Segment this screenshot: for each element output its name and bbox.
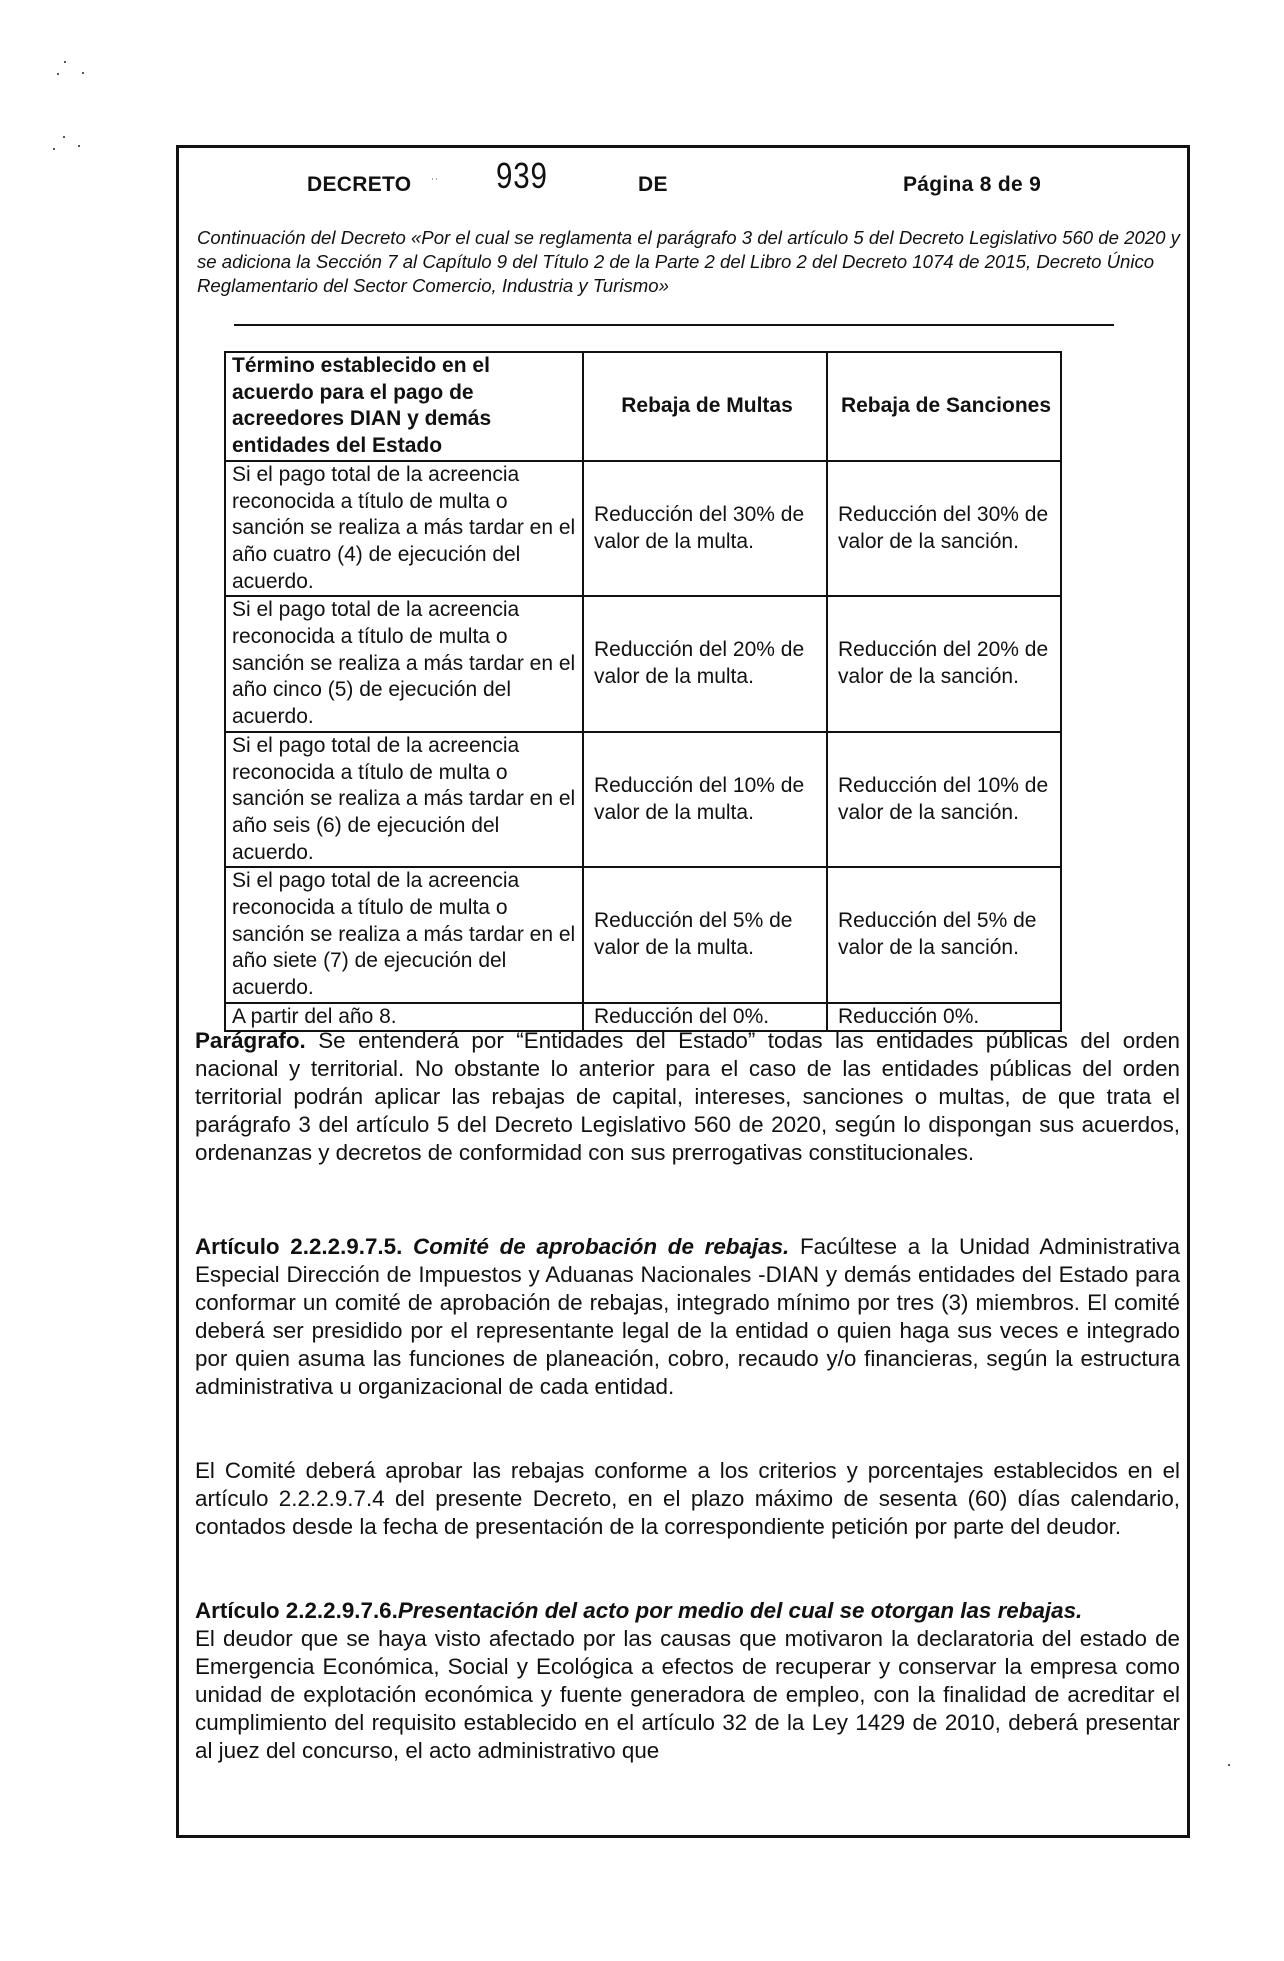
paragrafo-text: Se entenderá por “Entidades del Estado” todas las entidades públicas del orden nacional y territorial. No obstante lo anterior para el caso de las entidades públicas del orden territorial podrán aplicar las rebajas de capital, intereses, sanciones o multas, de que trata el parágrafo 3 del artículo 5 del Decreto Legislativo 560 de 2020, según lo dispongan sus acuerdos, ordenanzas y decretos de conformidad con sus prerrogativas constitucionales.: [195, 1028, 1180, 1165]
article-5-number: Artículo 2.2.2.9.7.5.: [195, 1234, 403, 1259]
scan-speck: [78, 145, 80, 147]
multa-cell: Reducción del 30% de valor de la multa.: [583, 461, 827, 597]
article-6-text: El deudor que se haya visto afectado por las causas que motivaron la declaratoria del estado de Emergencia Económica, Social y Ecológica a efectos de recuperar y conservar la empresa como unidad de explotación económica y fuente generadora de empleo, con la finalidad de acreditar el cumplimiento del requisito establecido en el artículo 32 de la Ley 1429 de 2010, deberá presentar al juez del concurso, el acto administrativo que: [195, 1626, 1180, 1763]
multa-cell: Reducción del 5% de valor de la multa.: [583, 867, 827, 1003]
rebates-table: [224, 351, 1062, 1032]
sancion-cell: Reducción 0%.: [827, 1003, 1061, 1031]
multa-cell: Reducción del 20% de valor de la multa.: [583, 596, 827, 732]
scan-speck: [57, 73, 59, 75]
table-row: [225, 461, 1061, 597]
article-5: [195, 1233, 1180, 1401]
scan-mark: ˙˙: [431, 176, 439, 190]
header-cell-multas: Rebaja de Multas: [583, 352, 827, 461]
table-row: [225, 867, 1061, 1003]
multa-cell: Reducción del 10% de valor de la multa.: [583, 732, 827, 868]
paragrafo-paragraph: [195, 1027, 1180, 1167]
sancion-cell: Reducción del 20% de valor de la sanción.: [827, 596, 1061, 732]
scan-speck: [64, 61, 66, 63]
article-6-title: Presentación del acto por medio del cual se otorgan las rebajas.: [397, 1598, 1083, 1623]
scan-speck: [82, 72, 84, 74]
term-cell: A partir del año 8.: [225, 1003, 583, 1031]
sancion-cell: Reducción del 30% de valor de la sanción.: [827, 461, 1061, 597]
scan-speck: [63, 136, 65, 138]
decree-label: DECRETO: [307, 173, 412, 196]
article-5-title: Comité de aprobación de rebajas.: [413, 1234, 790, 1259]
article-5-text: Facúltese a la Unidad Administrativa Especial Dirección de Impuestos y Aduanas Nacionales -DIAN y demás entidades del Estado para conformar un comité de aprobación de rebajas, integrado mínimo por tres (3) miembros. El comité deberá ser presidido por el representante legal de la entidad o quien haga sus veces e integrado por quien asuma las funciones de planeación, cobro, recaudo y/o financieras, según la estructura administrativa u organizacional de cada entidad.: [195, 1234, 1180, 1399]
article-5-paragraph-2-text: El Comité deberá aprobar las rebajas conforme a los criterios y porcentajes establecidos en el artículo 2.2.2.9.7.4 del presente Decreto, en el plazo máximo de sesenta (60) días calendario, contados desde la fecha de presentación de la correspondiente petición por parte del deudor.: [195, 1458, 1180, 1539]
term-cell: Si el pago total de la acreencia reconocida a título de multa o sanción se realiza a más tardar en el año siete (7) de ejecución del acuerdo.: [225, 867, 583, 1003]
table-row: [225, 596, 1061, 732]
decree-number: 939: [496, 155, 548, 196]
header-divider: [234, 324, 1114, 326]
continuation-title: Continuación del Decreto «Por el cual se reglamenta el parágrafo 3 del artículo 5 del Decreto Legislativo 560 de 2020 y se adiciona la Sección 7 al Capítulo 9 del Título 2 de la Parte 2 del Libro 2 del Decreto 1074 de 2015, Decreto Único Reglamentario del Sector Comercio, Industria y Turismo»: [197, 227, 1180, 296]
sancion-cell: Reducción del 5% de valor de la sanción.: [827, 867, 1061, 1003]
multa-cell: Reducción del 0%.: [583, 1003, 827, 1031]
term-cell: Si el pago total de la acreencia reconocida a título de multa o sanción se realiza a más tardar en el año seis (6) de ejecución del acuerdo.: [225, 732, 583, 868]
article-5-paragraph-2: [195, 1457, 1180, 1541]
page-number: Página 8 de 9: [903, 173, 1042, 196]
scan-speck: [1228, 1764, 1230, 1766]
header-cell-sanciones: Rebaja de Sanciones: [827, 352, 1061, 461]
scan-speck: [53, 148, 55, 150]
de-label: DE: [638, 173, 668, 196]
sancion-cell: Reducción del 10% de valor de la sanción.: [827, 732, 1061, 868]
article-6: [195, 1597, 1180, 1765]
article-6-number: Artículo 2.2.2.9.7.6.: [195, 1598, 398, 1623]
paragrafo-label: Parágrafo.: [195, 1028, 306, 1053]
term-cell: Si el pago total de la acreencia reconocida a título de multa o sanción se realiza a más tardar en el año cuatro (4) de ejecución del acuerdo.: [225, 461, 583, 597]
table-row: [225, 732, 1061, 868]
table-header-row: [225, 352, 1061, 461]
header-cell-term: Término establecido en el acuerdo para el pago de acreedores DIAN y demás entidades del Estado: [225, 352, 583, 461]
term-cell: Si el pago total de la acreencia reconocida a título de multa o sanción se realiza a más tardar en el año cinco (5) de ejecución del acuerdo.: [225, 596, 583, 732]
